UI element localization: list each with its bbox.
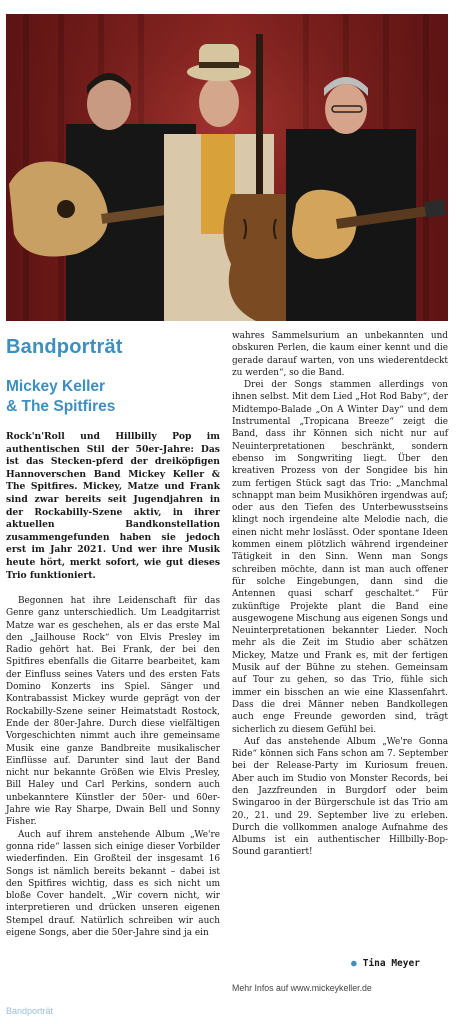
band-name-line-1: Mickey Keller <box>6 378 106 395</box>
body-paragraph: Auf das anstehende Album „We're Gonna Ride“ können sich Fans schon am 7. September bei der Release-Party im Kuriosum freuen. Aber auch im Studio von Monster Records, bei den Jazzfreunden in Burgdorf oder beim Swingaroo in der Bürgerschule ist das Trio am 20., 21. und 29. September live zu erleben. Durch die vollkommen analoge Aufnahme des Albums ist ein authentischer Hillbilly-Bop-Sound garantiert! <box>232 736 448 858</box>
author-name: Tina Meyer <box>362 958 420 969</box>
more-info-link[interactable]: Mehr Infos auf www.mickeykeller.de <box>232 983 372 993</box>
body-paragraph: Drei der Songs stammen allerdings von ihnen selbst. Mit dem Lied „Hot Rod Baby“, der Midtempo-Balade „On A Winter Day“ und dem Instrumental „Tropicana Breeze“ zeigt die Band, dass ihr Können sich nicht nur auf Neuinterpretationen beschränkt, sondern ebenso im Songwriting liegt. Über den kreativen Prozess von der Songidee bis hin zum fertigen Stück sagt das Trio: „Manchmal schnappt man beim Musikhören irgendwas auf; oder aus den Tiefen des Unterbewusstseins klingt noch irgendeine alte Melodie nach, die einen nicht mehr loslässt. Oder spontane Ideen kommen einem plötzlich während irgendeiner Tätigkeit in den Sinn. Wenn man Songs schreiben möchte, dann ist man auch offener für solche Eingebungen, dann sind die Antennen quasi scharf geschaltet.“ Für zukünftige Projekte plant die Band eine ausgewogene Mischung aus eigenen Songs und Neuinterpretationen bekannter Lieder. Noch mehr als die Zeit im Studio aber schätzen Mickey, Matze und Frank es, mit der fertigen Musik auf der Bühne zu stehen. Gemeinsam auf Tour zu gehen, so das Trio, fühle sich immer ein bisschen an wie eine Klassenfahrt. Dass die drei Männer neben Bandkollegen auch enge Freunde geworden sind, trägt sicherlich zu diesem Gefühl bei. <box>232 380 448 735</box>
band-name-line-2: & The Spitfires <box>6 398 116 415</box>
author-byline <box>351 958 420 969</box>
page-footer-section-label: Bandporträt <box>6 1006 54 1016</box>
intro-paragraph: Rock'n'Roll und Hillbilly Pop im authentischen Stil der 50er-Jahre: Das ist das Stecken-pferd der dreiköpfigen Hannoverschen Band Mickey Keller & The Spitfires. Mickey, Matze und Frank sind zwar bereits seit Jugendjahren in der Rockabilly-Szene aktiv, in ihrer aktuellen Bandkonstellation zusammengefunden haben sie jedoch erst im Jahr 2021. Und wer ihre Musik heute hört, merkt sofort, wie gut dieses Trio funktioniert. <box>6 431 220 581</box>
band-photo <box>6 14 448 321</box>
article-column-1 <box>6 595 220 939</box>
body-paragraph: Auch auf ihrem anstehende Album „We're gonna ride“ lassen sich einige dieser Vorbilder wiederfinden. Ein Großteil der insgesamt 16 Songs ist nämlich bereits bekannt – dabei ist den Spitfires wichtig, dass es sich nicht um bloße Cover handelt. „Wir covern nicht, wir interpretieren und drücken unseren eigenen Stempel drauf. Natürlich schreiben wir auch eigene Songs, aber die 50er-Jahre sind ja ein <box>6 829 220 939</box>
body-paragraph: Begonnen hat ihre Leidenschaft für das Genre ganz unterschiedlich. Um Leadgitarrist Matze war es geschehen, als er das erste Mal den „Jailhouse Rock“ von Elvis Presley im Radio gehört hat. Bei Frank, der bei den Spitfires ebenfalls die Gitarre bearbeitet, kam der Einfluss seines Vaters und des ersten Fats Domino Konzerts ins Spiel. Sänger und Kontrabassist Mickey wurde geprägt von der Rockabilly-Szene seiner Heimatstadt Rostock, Ende der 80er-Jahre. Durch diese vielfältigen Vorgeschichten nimmt auch ihre gemeinsame Musik eine ganze Bandbreite musikalischer Einflüsse auf. Darunter sind laut der Band nicht nur bekannte Größen wie Elvis Presley, Bill Haley und Carl Perkins, sondern auch unbekanntere Künstler der 50er- und 60er-Jahre wie Ray Sharpe, Dwain Bell und Sonny Fisher. <box>6 596 220 828</box>
section-title: Bandporträt <box>6 336 123 358</box>
band-name-heading <box>6 377 226 417</box>
article-column-2 <box>232 330 448 859</box>
bullet-icon: ● <box>351 958 357 969</box>
body-paragraph: wahres Sammelsurium an unbekannten und obskuren Perlen, die kaum einer kennt und die gerade darauf warten, von uns wiederentdeckt zu werden“, so die Band. <box>232 331 448 378</box>
